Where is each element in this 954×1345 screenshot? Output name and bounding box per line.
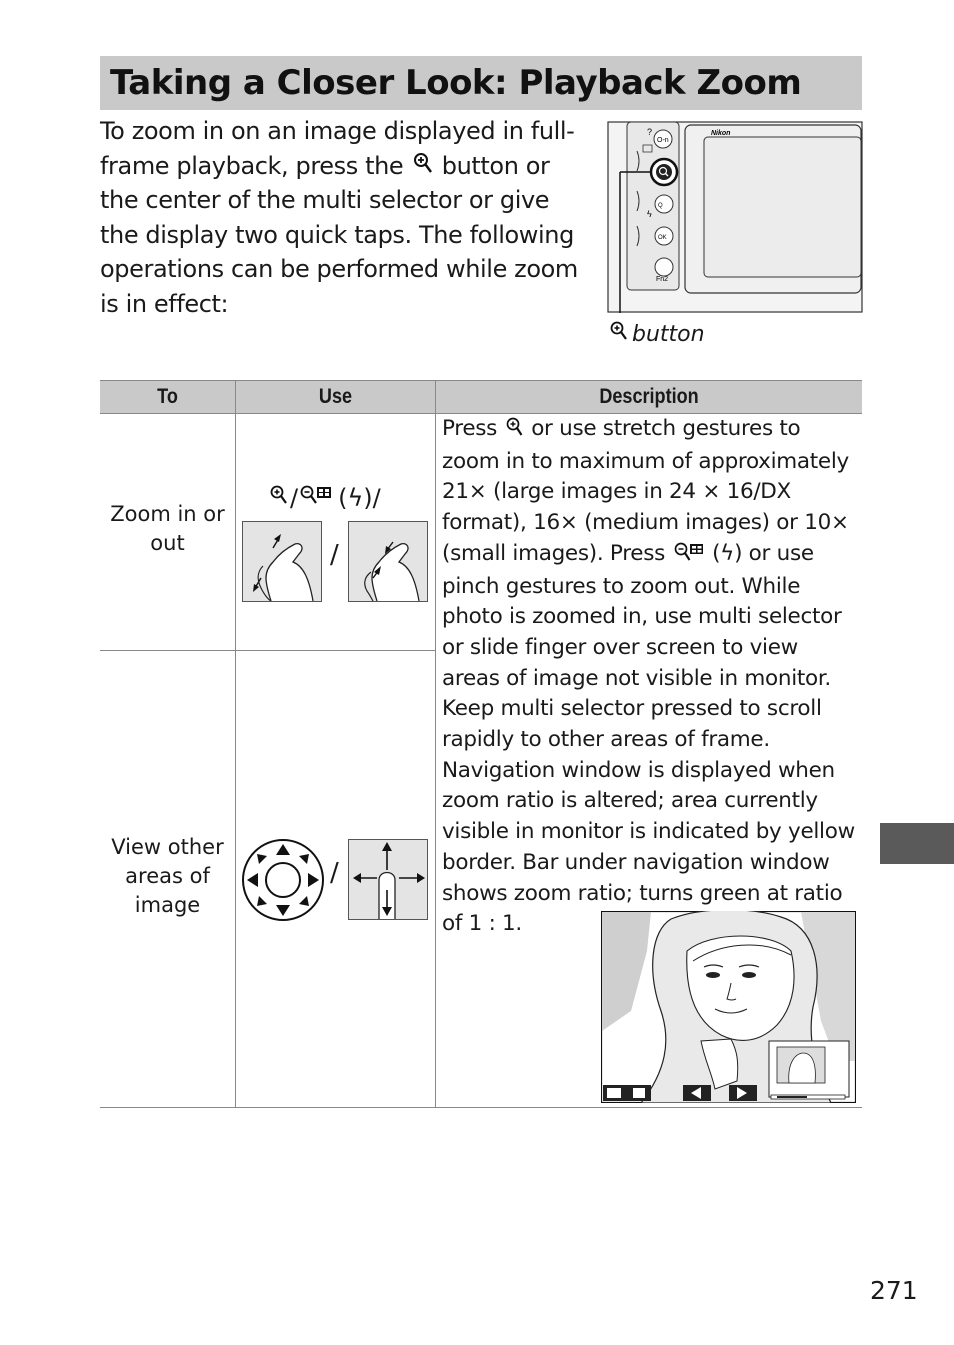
svg-text:ϟ: ϟ	[647, 209, 652, 219]
pinch-gesture-icon	[348, 521, 428, 602]
caption-text: button	[632, 321, 705, 347]
row-zoom-label: Zoom in or out	[110, 502, 225, 555]
zoom-in-icon	[610, 320, 628, 348]
intro-text-end: button or the center of the multi selector or give the display two quick taps. The following operations can be performed while zoom is in effect:	[100, 151, 578, 318]
zoom-buttons-label	[270, 483, 381, 513]
zoom-in-icon	[413, 149, 433, 184]
svg-text:?: ?	[647, 127, 653, 137]
zoom-out-thumbnail-icon	[300, 483, 332, 513]
intro-text-start: To zoom in on an image displayed in full-frame playback, press the	[100, 117, 575, 180]
section-title-bar	[100, 56, 862, 110]
table-bottom-border	[100, 1107, 862, 1108]
header-use: Use	[318, 385, 353, 408]
zoomed-playback-illustration	[601, 911, 856, 1103]
camera-back-illustration	[607, 121, 863, 313]
svg-text:OK: OK	[658, 235, 667, 241]
desc-part-3: (ϟ) or use pinch gestures to zoom out. While photo is zoomed in, use multi selector or slide finger over screen to view areas of image not visible in monitor. Keep multi selector pressed to scroll rapidly to other areas of frame. Navigation window is displayed when zoom ratio is altered; area currently visible in monitor is indicated by yellow border. Bar under navigation window shows zoom ratio; turns green at ratio of 1 : 1.	[442, 540, 855, 937]
section-title: Taking a Closer Look: Playback Zoom	[110, 63, 802, 103]
zoom-label-flash: (ϟ)/	[338, 484, 381, 512]
svg-text:Q: Q	[658, 203, 663, 209]
svg-text:Nikon: Nikon	[711, 130, 731, 137]
row-divider	[100, 650, 435, 651]
column-divider	[235, 380, 236, 1108]
chapter-tab	[880, 823, 954, 864]
zoom-in-icon	[506, 416, 523, 447]
column-divider	[435, 380, 436, 1108]
camera-caption	[610, 320, 705, 348]
desc-part-2: or use stretch gestures to zoom in to maximum of approximately 21× (large images in 24 × 16/DX format), 16× (medium images) or 10× (small images). Press	[442, 416, 849, 566]
zoom-label-slash: /	[290, 484, 299, 512]
stretch-gesture-icon	[242, 521, 322, 602]
row-navigate-label: View other areas of image	[111, 835, 224, 917]
header-description: Description	[599, 385, 699, 408]
zoom-out-thumbnail-icon	[674, 541, 704, 572]
intro-paragraph	[100, 114, 592, 322]
header-to: To	[157, 385, 178, 408]
gesture-separator: /	[330, 540, 339, 570]
svg-text:Fn2: Fn2	[656, 276, 669, 283]
gesture-separator: /	[330, 858, 339, 888]
desc-part-1: Press	[442, 416, 498, 441]
svg-text:O-n: O-n	[657, 137, 669, 144]
multi-selector-icon	[241, 838, 325, 926]
slide-gesture-icon	[348, 839, 428, 920]
page-number: 271	[870, 1276, 918, 1305]
table-header-row	[100, 380, 862, 414]
zoom-in-icon	[270, 483, 288, 513]
description-text	[442, 414, 860, 940]
